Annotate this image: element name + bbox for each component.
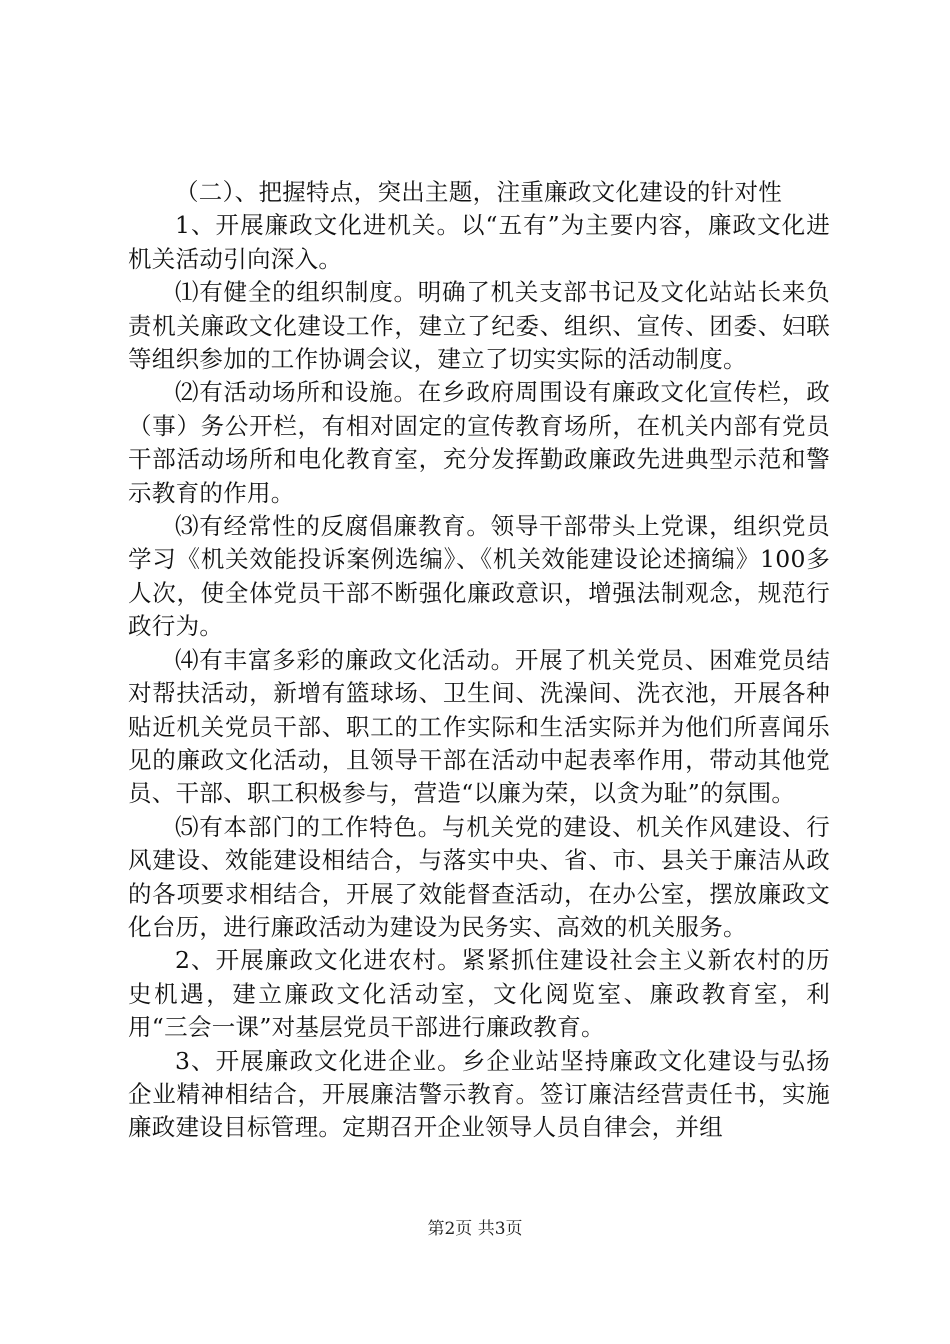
paragraph-subitem-4: ⑷有丰富多彩的廉政文化活动。开展了机关党员、困难党员结对帮扶活动，新增有篮球场、卫生间、洗澡间、洗衣池，开展各种贴近机关党员干部、职工的工作实际和生活实际并为他们所喜闻乐见的廉政文化活动，且领导干部在活动中起表率作用，带动其他党员、干部、职工积极参与，营造“以廉为荣，以贪为耻”的氛围。	[128, 645, 830, 808]
document-body	[128, 176, 830, 1145]
page-number-footer: 第2页 共3页	[427, 1219, 523, 1239]
section-heading: （二）、把握特点，突出主题，注重廉政文化建设的针对性	[175, 178, 783, 206]
paragraph-subitem-2: ⑵有活动场所和设施。在乡政府周围设有廉政文化宣传栏，政（事）务公开栏，有相对固定的宣传教育场所，在机关内部有党员干部活动场所和电化教育室，充分发挥勤政廉政先进典型示范和警示教育的作用。	[128, 378, 830, 507]
paragraph-item-2: 2、开展廉政文化进农村。紧紧抓住建设社会主义新农村的历史机遇，建立廉政文化活动室，文化阅览室、廉政教育室，利用“三会一课”对基层党员干部进行廉政教育。	[128, 946, 830, 1042]
paragraph-item-1: 1、开展廉政文化进机关。以“五有”为主要内容，廉政文化进机关活动引向深入。	[128, 211, 830, 273]
paragraph-subitem-1: ⑴有健全的组织制度。明确了机关支部书记及文化站站长来负责机关廉政文化建设工作，建立了纪委、组织、宣传、团委、妇联等组织参加的工作协调会议，建立了切实实际的活动制度。	[128, 278, 830, 374]
paragraph-item-3: 3、开展廉政文化进企业。乡企业站坚持廉政文化建设与弘扬企业精神相结合，开展廉洁警示教育。签订廉洁经营责任书，实施廉政建设目标管理。定期召开企业领导人员自律会，并组	[128, 1046, 830, 1142]
paragraph-subitem-5: ⑸有本部门的工作特色。与机关党的建设、机关作风建设、行风建设、效能建设相结合，与落实中央、省、市、县关于廉洁从政的各项要求相结合，开展了效能督查活动，在办公室，摆放廉政文化台历，进行廉政活动为建设为民务实、高效的机关服务。	[128, 812, 830, 941]
paragraph-subitem-3: ⑶有经常性的反腐倡廉教育。领导干部带头上党课，组织党员学习《机关效能投诉案例选编》、《机关效能建设论述摘编》100多人次，使全体党员干部不断强化廉政意识，增强法制观念，规范行政行为。	[128, 512, 830, 641]
